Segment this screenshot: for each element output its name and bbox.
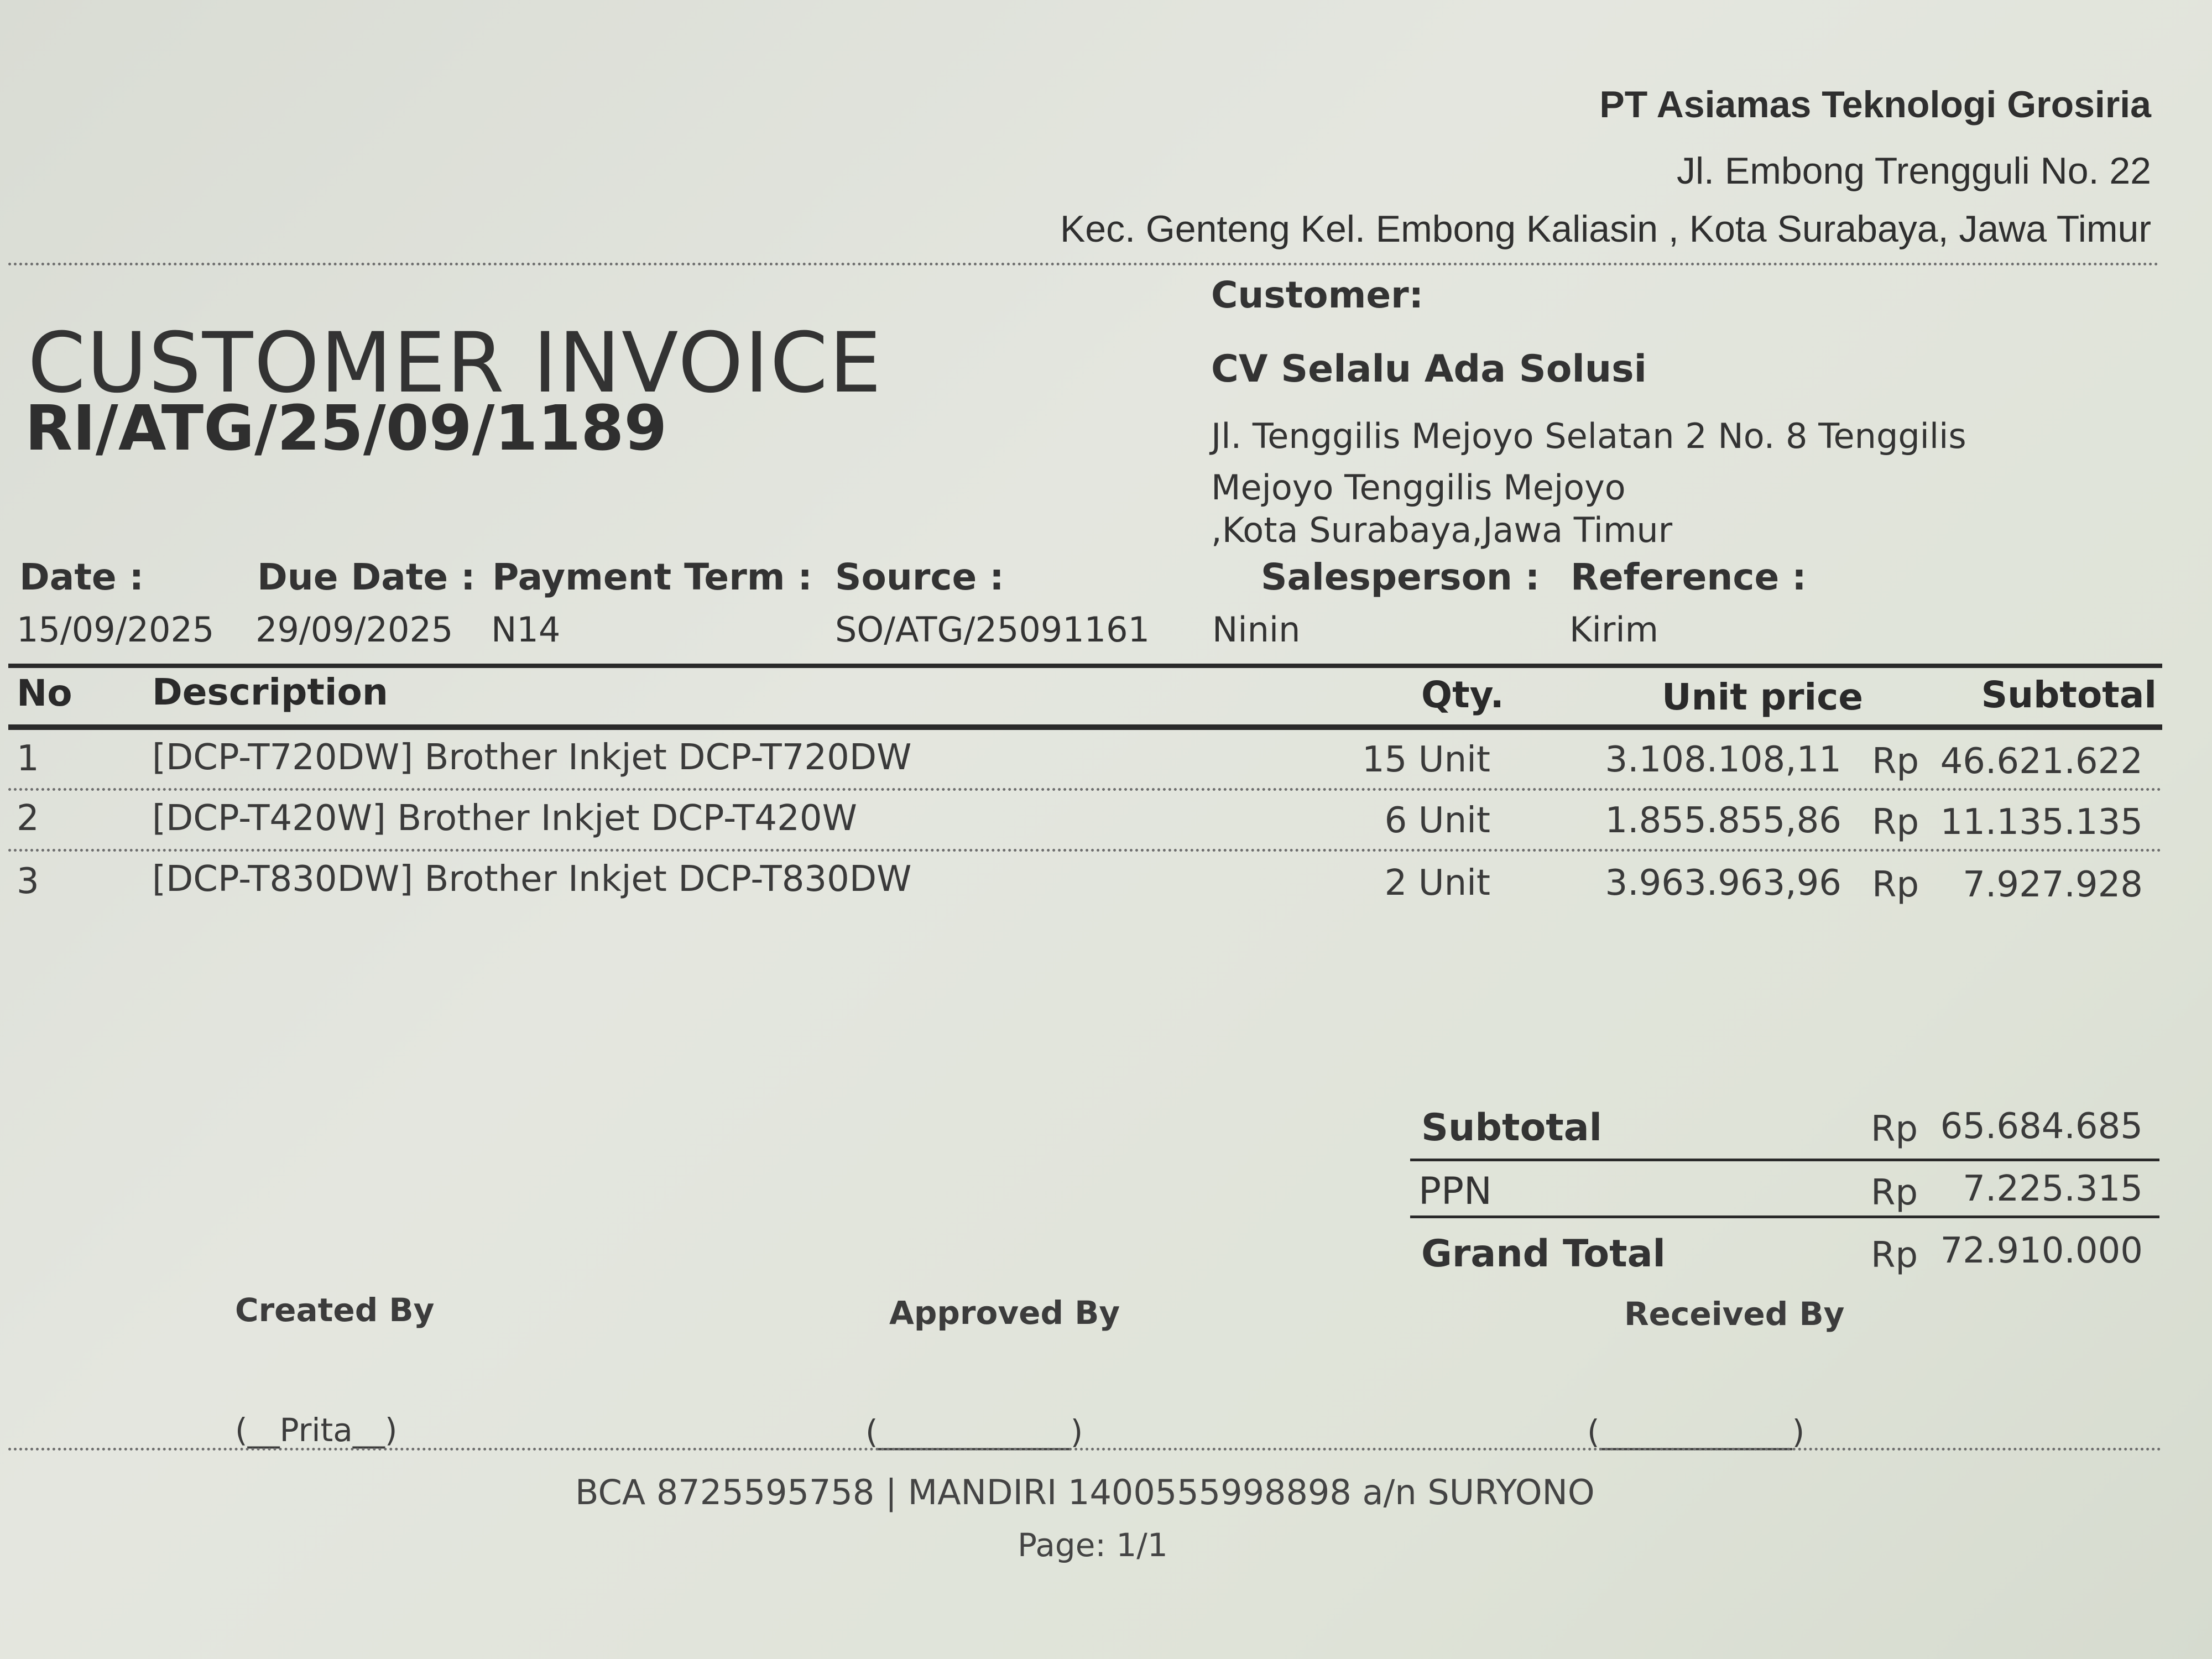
col-qty: Qty. bbox=[1421, 674, 1504, 716]
subtotal-value: 65.684.685 bbox=[1940, 1106, 2143, 1147]
grand-total-value: 72.910.000 bbox=[1940, 1230, 2143, 1271]
row-divider bbox=[8, 788, 2162, 791]
invoice-number: RI/ATG/25/09/1189 bbox=[25, 393, 667, 465]
customer-address-line3: ,Kota Surabaya,Jawa Timur bbox=[1211, 510, 1673, 550]
created-by-label: Created By bbox=[235, 1291, 435, 1329]
row-no: 2 bbox=[17, 798, 39, 839]
row-subtotal: 7.927.928 bbox=[1963, 864, 2143, 905]
row-description: [DCP-T420W] Brother Inkjet DCP-T420W bbox=[152, 798, 857, 839]
created-by-signature: (__Prita__) bbox=[235, 1411, 398, 1449]
row-currency: Rp bbox=[1872, 802, 1919, 843]
approved-by-label: Approved By bbox=[889, 1294, 1120, 1332]
row-qty: 2 Unit bbox=[1384, 863, 1490, 904]
customer-label: Customer: bbox=[1211, 274, 1424, 316]
row-currency: Rp bbox=[1872, 741, 1919, 782]
ppn-rule bbox=[1410, 1215, 2159, 1218]
date-label: Date : bbox=[19, 556, 144, 598]
invoice-title: CUSTOMER INVOICE bbox=[28, 315, 883, 411]
row-subtotal: 46.621.622 bbox=[1940, 741, 2143, 782]
due-date-value: 29/09/2025 bbox=[255, 609, 453, 650]
col-subtotal: Subtotal bbox=[1981, 674, 2157, 716]
ppn-currency: Rp bbox=[1871, 1172, 1918, 1213]
received-by-signature: (____________) bbox=[1587, 1413, 1805, 1451]
source-value: SO/ATG/25091161 bbox=[835, 609, 1150, 650]
customer-address-line2: Mejoyo Tenggilis Mejoyo bbox=[1211, 467, 1626, 508]
subtotal-label: Subtotal bbox=[1421, 1106, 1602, 1150]
col-unit-price: Unit price bbox=[1662, 676, 1864, 718]
subtotal-currency: Rp bbox=[1871, 1109, 1918, 1150]
col-no: No bbox=[17, 672, 72, 714]
payment-term-value: N14 bbox=[491, 609, 561, 650]
row-subtotal: 11.135.135 bbox=[1940, 802, 2143, 843]
footer-divider bbox=[8, 1448, 2162, 1451]
grand-total-currency: Rp bbox=[1871, 1235, 1918, 1276]
row-no: 3 bbox=[17, 861, 39, 902]
payment-term-label: Payment Term : bbox=[492, 556, 812, 598]
date-value: 15/09/2025 bbox=[17, 609, 215, 650]
col-description: Description bbox=[152, 671, 388, 713]
reference-label: Reference : bbox=[1571, 556, 1807, 598]
source-label: Source : bbox=[835, 556, 1004, 598]
customer-name: CV Selalu Ada Solusi bbox=[1211, 347, 1647, 391]
company-name: PT Asiamas Teknologi Grosiria bbox=[1599, 84, 2151, 126]
due-date-label: Due Date : bbox=[257, 556, 476, 598]
customer-address-line1: Jl. Tenggilis Mejoyo Selatan 2 No. 8 Tenggilis bbox=[1211, 416, 1966, 456]
row-description: [DCP-T830DW] Brother Inkjet DCP-T830DW bbox=[152, 859, 912, 900]
salesperson-label: Salesperson : bbox=[1261, 556, 1540, 598]
row-qty: 15 Unit bbox=[1361, 739, 1490, 780]
row-no: 1 bbox=[17, 738, 39, 779]
table-header-rule bbox=[8, 724, 2162, 730]
grand-total-label: Grand Total bbox=[1421, 1232, 1666, 1276]
table-top-rule bbox=[8, 664, 2162, 668]
header-divider bbox=[8, 263, 2159, 265]
row-qty: 6 Unit bbox=[1384, 800, 1490, 841]
row-currency: Rp bbox=[1872, 864, 1919, 905]
salesperson-value: Ninin bbox=[1212, 609, 1301, 650]
row-divider bbox=[8, 849, 2162, 852]
company-address-line2: Kec. Genteng Kel. Embong Kaliasin , Kota Surabaya, Jawa Timur bbox=[1060, 208, 2151, 250]
page-number: Page: 1/1 bbox=[1018, 1526, 1168, 1564]
bank-info: BCA 8725595758 | MANDIRI 1400555998898 a/n SURYONO bbox=[575, 1472, 1595, 1512]
row-description: [DCP-T720DW] Brother Inkjet DCP-T720DW bbox=[152, 737, 912, 778]
received-by-label: Received By bbox=[1624, 1295, 1845, 1333]
ppn-value: 7.225.315 bbox=[1963, 1168, 2143, 1209]
company-address-line1: Jl. Embong Trengguli No. 22 bbox=[1676, 150, 2151, 192]
row-unit-price: 3.108.108,11 bbox=[1605, 739, 1841, 780]
subtotal-rule bbox=[1410, 1159, 2159, 1161]
row-unit-price: 3.963.963,96 bbox=[1605, 863, 1841, 904]
ppn-label: PPN bbox=[1418, 1170, 1492, 1213]
reference-value: Kirim bbox=[1569, 609, 1658, 650]
approved-by-signature: (____________) bbox=[865, 1413, 1083, 1451]
row-unit-price: 1.855.855,86 bbox=[1605, 800, 1841, 841]
